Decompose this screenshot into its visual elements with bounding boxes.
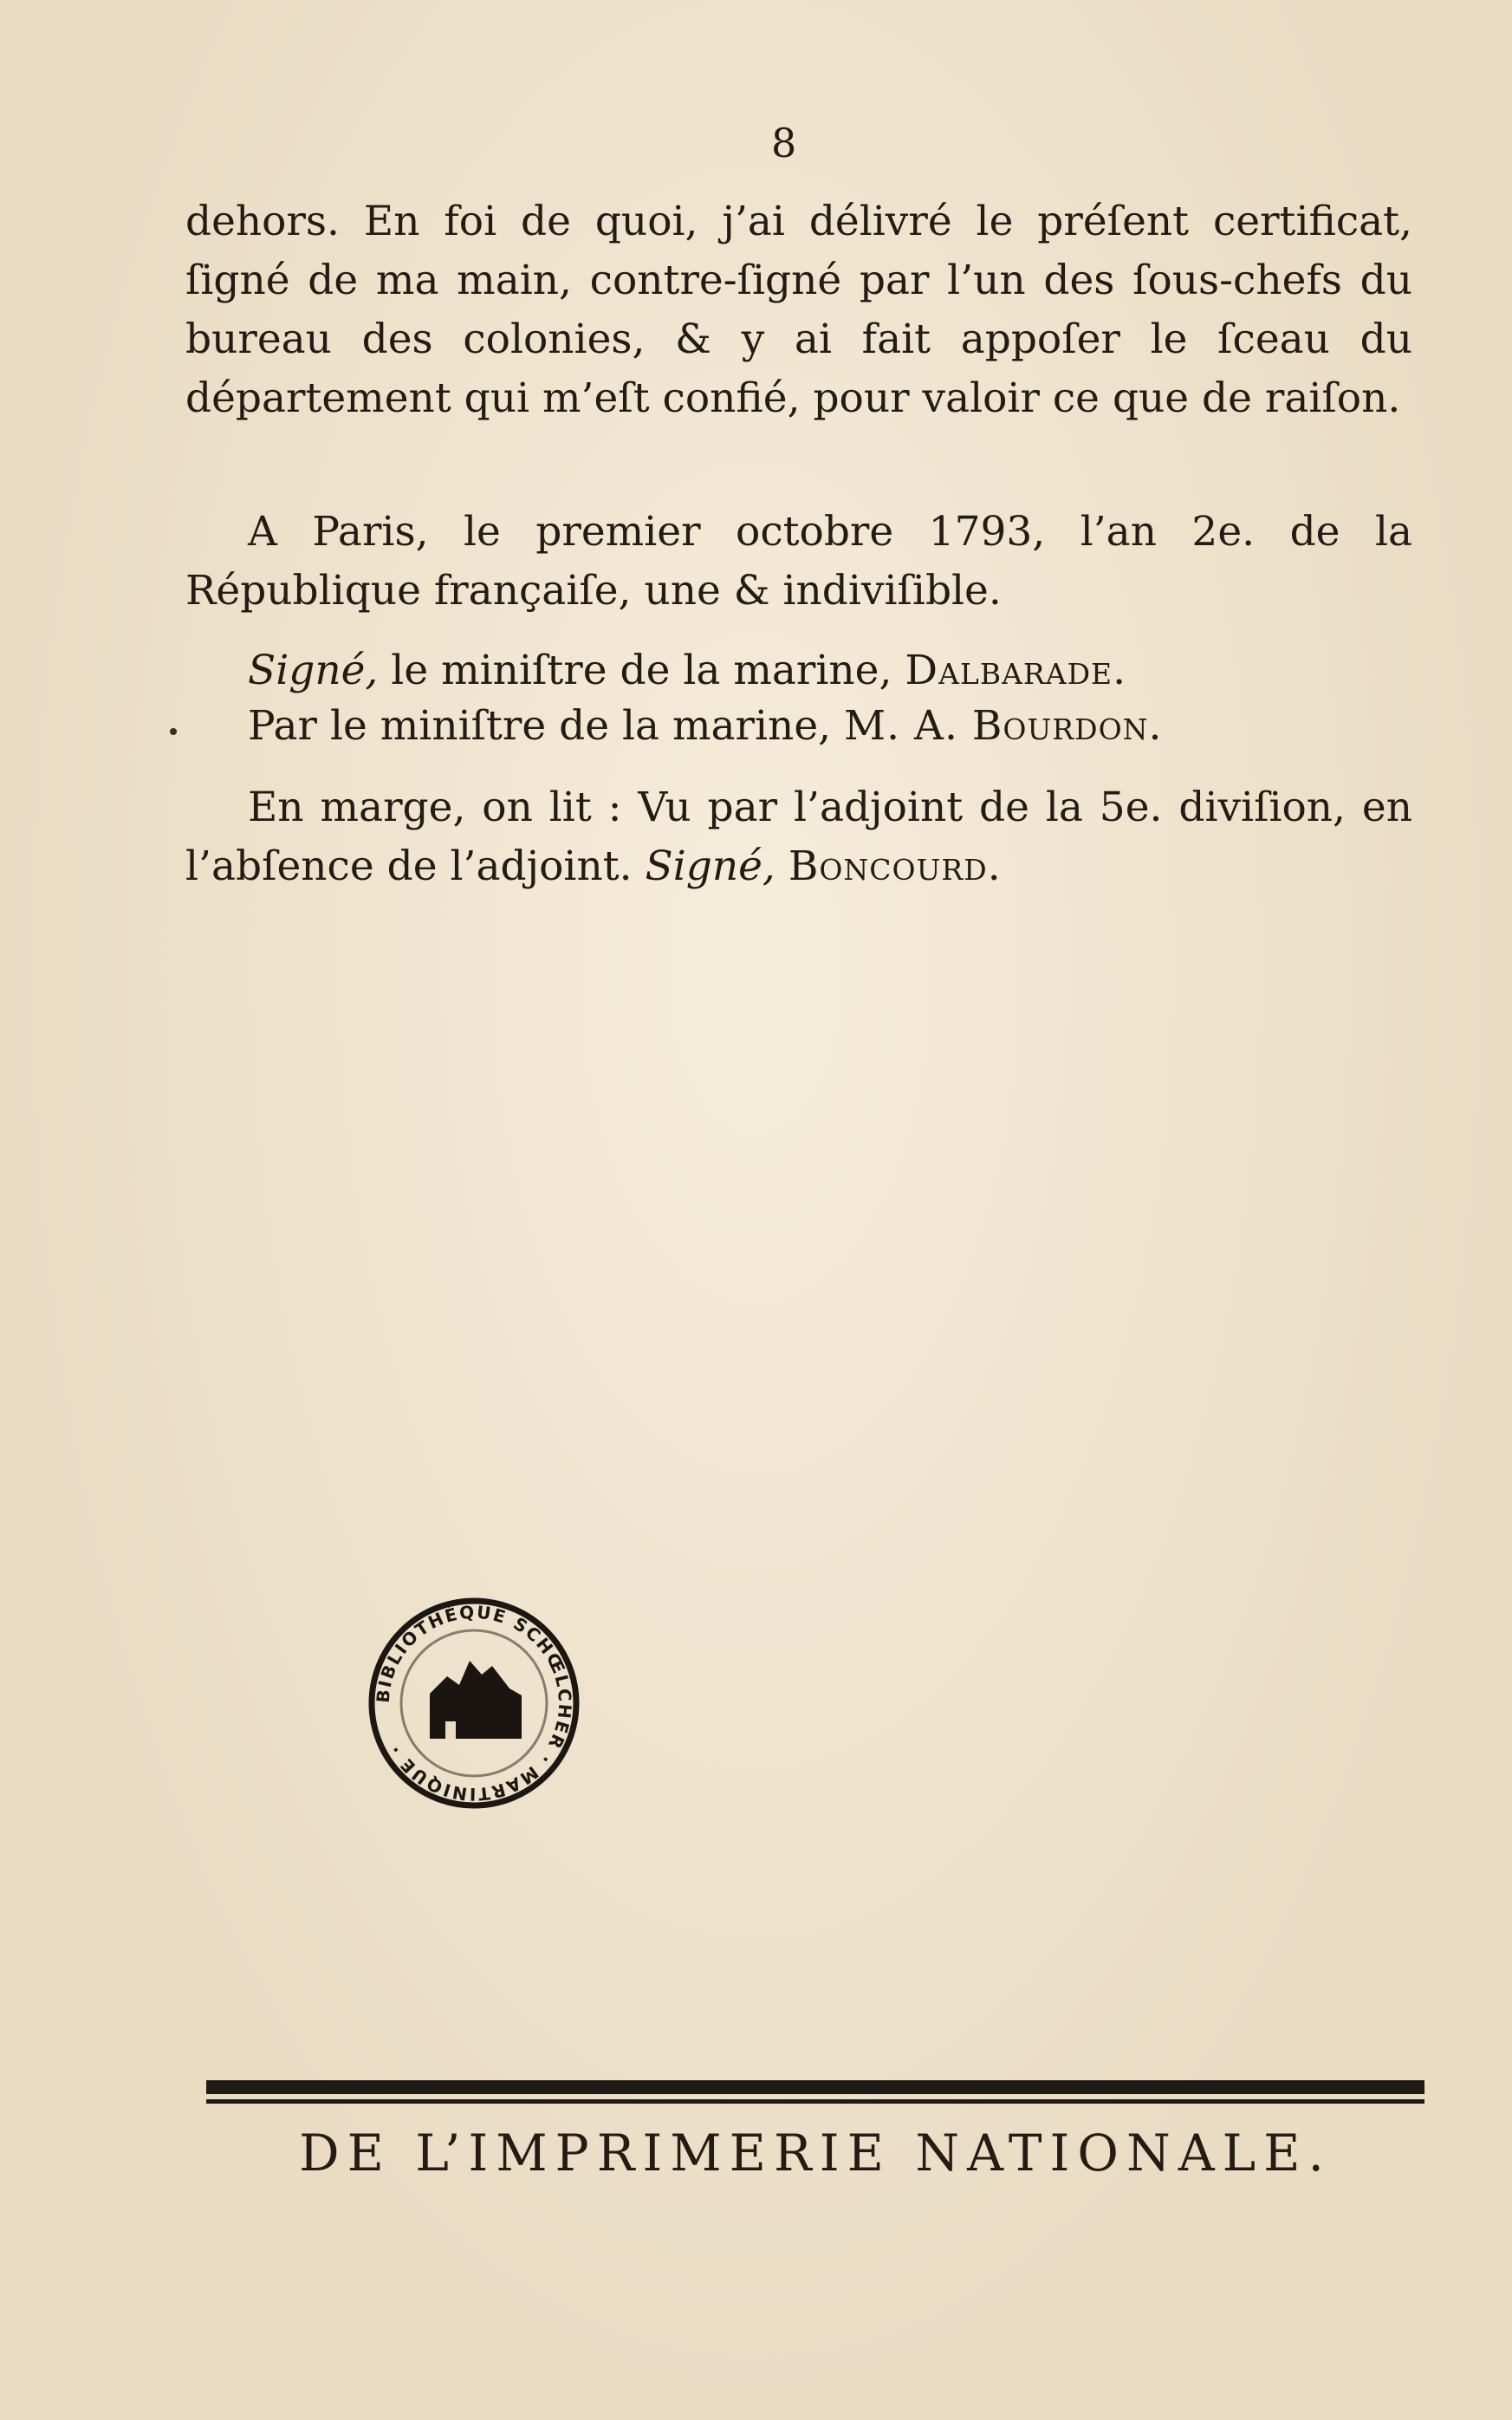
margin-note-text: En marge, on lit : Vu par l’adjoint de la 5e. diviſion, en l’abſence de l’adjoint. [185,784,1412,890]
footer-rule-thin [206,2099,1424,2104]
show-through-text [208,945,1404,2020]
paragraph-3 [185,778,1412,896]
signature-name: Dalbarade. [905,647,1127,694]
printer-imprint: DE L’IMPRIMERIE NATIONALE. [299,2124,1332,2183]
paragraph-1: dehors. En foi de quoi, j’ai délivré le préſent certificat, ſigné de ma main, contre-ſigné par l’un des ſous-chefs du bureau des colonies, & y ai fait appoſer le ſceau du département qui m’eſt confié, pour valoir ce que de raiſon. [185,198,1412,422]
signature-text: le miniſtre de la marine, [391,647,892,694]
signe-label: Signé, [248,647,379,694]
margin-signature-name: Boncourd. [788,842,1002,890]
footer-rule-thick [206,2080,1424,2094]
countersign-text: Par le miniſtre de la marine, [248,702,832,750]
signature-line-countersign [185,697,1475,756]
page-number: 8 [771,120,797,166]
paragraph-2: A Paris, le premier octobre 1793, l’an 2e. de la République françaiſe, une & indiviſible. [185,508,1412,615]
margin-signe-label: Signé, [645,842,775,890]
stray-mark [170,728,177,735]
signature-line-minister [185,641,1475,700]
countersign-name: M. A. Bourdon. [844,702,1163,750]
stamp-ring-text: BIBLIOTHÈQUE SCHŒLCHER · MARTINIQUE · [372,1601,576,1805]
library-stamp [362,1591,586,1815]
